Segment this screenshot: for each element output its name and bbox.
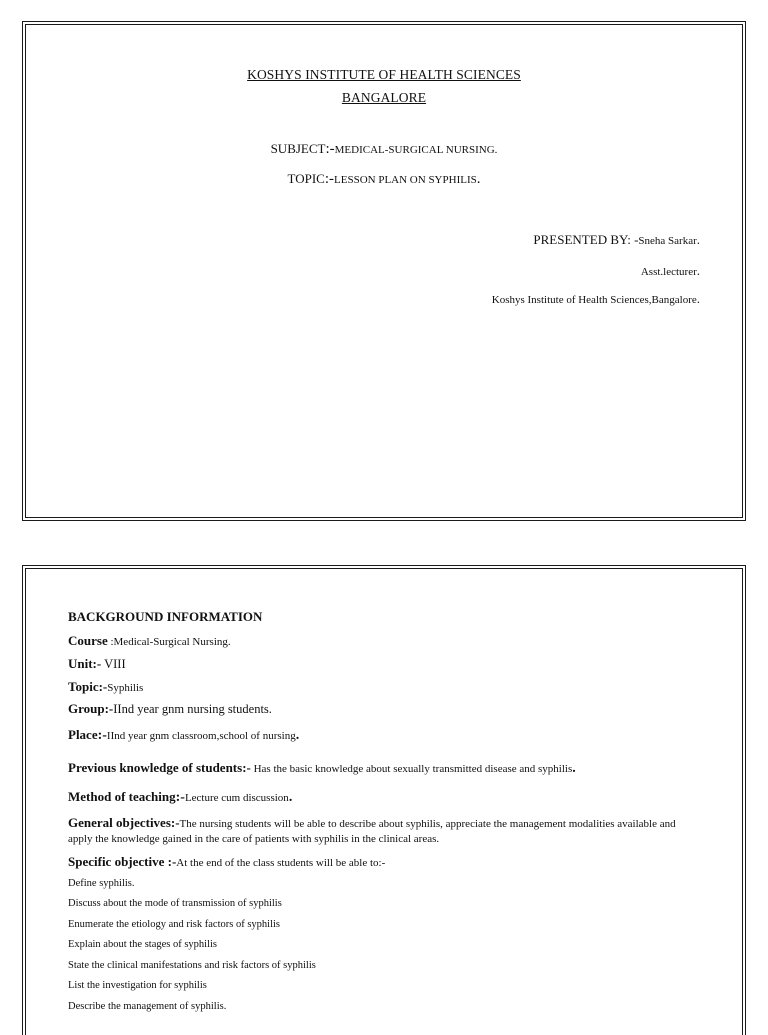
topic-separator: :- [324, 171, 335, 187]
cover-page [22, 21, 746, 521]
place-row [68, 726, 702, 744]
group-label: Group:- [68, 701, 114, 716]
designation-dot: . [696, 263, 700, 278]
general-objectives-value: The nursing students will be able to describe about syphilis, appreciate the management modalities available and apply the knowledge gained in the care of patients with syphilis in the clinical areas. [68, 818, 676, 845]
institution-line [492, 290, 700, 308]
topic-label: TOPIC [287, 171, 325, 186]
previous-knowledge-label: Previous knowledge of students:- [68, 760, 251, 775]
course-value: :Medical-Surgical Nursing. [107, 636, 231, 648]
method-separator: :- [175, 790, 185, 805]
topic-row [68, 678, 702, 696]
method-row [68, 788, 702, 806]
topic-line [26, 171, 742, 188]
presented-by-line [533, 231, 700, 249]
unit-value: VIII [101, 657, 126, 671]
presenter-dot: . [696, 232, 700, 247]
subject-separator: :- [325, 141, 335, 157]
objective-item: List the investigation for syphilis [68, 980, 207, 991]
designation: Asst.lecturer [640, 266, 697, 278]
specific-objective-row [68, 853, 702, 871]
course-label: Course [68, 633, 108, 648]
previous-knowledge-dot: . [572, 761, 576, 776]
topic-dot: . [476, 171, 481, 187]
presenter-name: Sneha Sarkar [638, 235, 697, 247]
designation-line [641, 262, 700, 280]
objective-item: Define syphilis. [68, 878, 135, 889]
place-dot: . [295, 728, 300, 743]
course-row [68, 632, 702, 650]
unit-row [68, 655, 702, 673]
topic-row-label: Topic:- [68, 679, 108, 694]
method-label: Method of teaching [68, 789, 176, 804]
subject-value: MEDICAL-SURGICAL NURSING. [334, 144, 498, 156]
presented-label: PRESENTED BY: [533, 232, 631, 247]
method-value: Lecture cum discussion [184, 792, 289, 804]
objective-item: Enumerate the etiology and risk factors of syphilis [68, 919, 280, 930]
background-page [22, 565, 746, 1035]
place-separator: :- [97, 728, 107, 743]
method-dot: . [288, 790, 293, 805]
place-value: IInd year gnm classroom,school of nursing [106, 730, 296, 742]
specific-objective-label: Specific objective :- [68, 854, 177, 869]
topic-value: LESSON PLAN ON SYPHILIS [334, 174, 477, 186]
specific-objective-value: At the end of the class students will be able to:- [176, 857, 386, 869]
place-label: Place [68, 727, 98, 742]
general-objectives-row [68, 816, 702, 846]
objective-item: Discuss about the mode of transmission of syphilis [68, 898, 282, 909]
unit-label: Unit:- [68, 656, 102, 671]
previous-knowledge-row [68, 759, 702, 777]
topic-row-value: Syphilis [107, 682, 144, 694]
institution-dot: . [696, 291, 700, 306]
background-section [68, 569, 702, 1029]
institute-title: KOSHYS INSTITUTE OF HEALTH SCIENCES [247, 67, 521, 82]
subject-line [26, 141, 742, 158]
objective-item: State the clinical manifestations and risk factors of syphilis [68, 960, 316, 971]
city-title: BANGALORE [341, 90, 427, 105]
previous-knowledge-value: Has the basic knowledge about sexually transmitted disease and syphilis [250, 763, 573, 775]
group-row [68, 700, 702, 718]
objective-item: Explain about the stages of syphilis [68, 939, 218, 950]
background-heading: BACKGROUND INFORMATION [68, 609, 263, 624]
group-value: IInd year gnm nursing students. [113, 702, 272, 716]
general-objectives-label: General objectives:- [68, 815, 180, 830]
presented-separator: - [630, 232, 639, 247]
subject-label: SUBJECT [270, 141, 326, 156]
institution: Koshys Institute of Health Sciences,Bangalore [491, 294, 697, 306]
objective-item: Describe the management of syphilis. [68, 1001, 227, 1012]
